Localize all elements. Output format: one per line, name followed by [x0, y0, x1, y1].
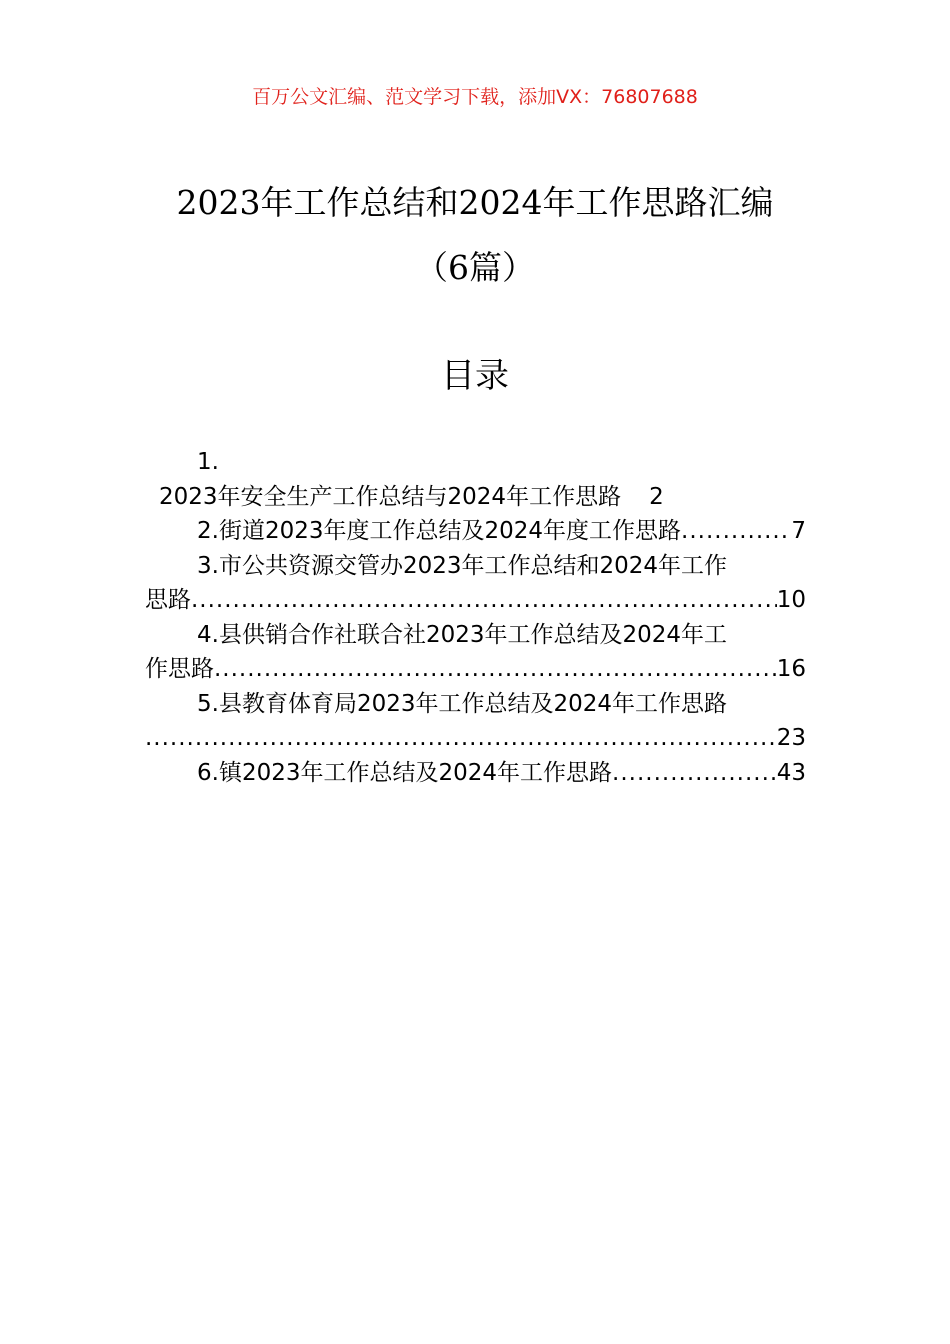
- toc-entry-4-line1[interactable]: 4.县供销合作社联合社2023年工作总结及2024年工: [197, 621, 728, 648]
- toc-heading: 目录: [441, 356, 509, 396]
- toc-entry-6[interactable]: [145, 756, 806, 791]
- toc-entry-2-text: 2.街道2023年度工作总结及2024年度工作思路: [197, 518, 682, 544]
- document-subtitle: （6篇）: [415, 248, 535, 287]
- toc-entry-6-page: 43: [776, 759, 806, 786]
- toc-entry-3-text: 思路: [145, 587, 191, 613]
- toc-entry-3[interactable]: [145, 583, 806, 618]
- toc-leader-dots: [145, 721, 777, 756]
- toc-entry-5-page: 23: [776, 725, 806, 751]
- toc-entry-1[interactable]: [145, 480, 806, 515]
- toc-leader-dots: [214, 652, 777, 687]
- toc-entry-1-text: 2023年安全生产工作总结与2024年工作思路: [159, 483, 622, 510]
- toc-entry-3-line1[interactable]: 3.市公共资源交管办2023年工作总结和2024年工作: [197, 552, 728, 579]
- toc-entry-4[interactable]: [145, 652, 806, 687]
- toc-entry-1-page: 2: [649, 483, 664, 510]
- toc-entry-2-page: 7: [791, 518, 806, 544]
- toc-entry-6-text: 6.镇2023年工作总结及2024年工作思路: [197, 759, 613, 786]
- toc-entry-5[interactable]: [145, 721, 806, 756]
- toc-entry-2[interactable]: [145, 514, 806, 549]
- toc-entry-3-page: 10: [776, 587, 806, 613]
- toc-entry-4-text: 作思路: [145, 656, 214, 682]
- toc-entry-4-page: 16: [776, 656, 806, 682]
- document-title: 2023年工作总结和2024年工作思路汇编: [176, 183, 774, 222]
- toc-entry-5-line1[interactable]: 5.县教育体育局2023年工作总结及2024年工作思路: [197, 690, 728, 717]
- toc-entry-1-number[interactable]: 1.: [197, 449, 219, 475]
- toc-leader-dots: [612, 756, 777, 791]
- toc-leader-dots: [681, 514, 791, 549]
- table-of-contents: [145, 445, 806, 790]
- toc-leader-dots: [191, 583, 777, 618]
- header-banner: 百万公文汇编、范文学习下载，添加VX：76807688: [252, 86, 698, 108]
